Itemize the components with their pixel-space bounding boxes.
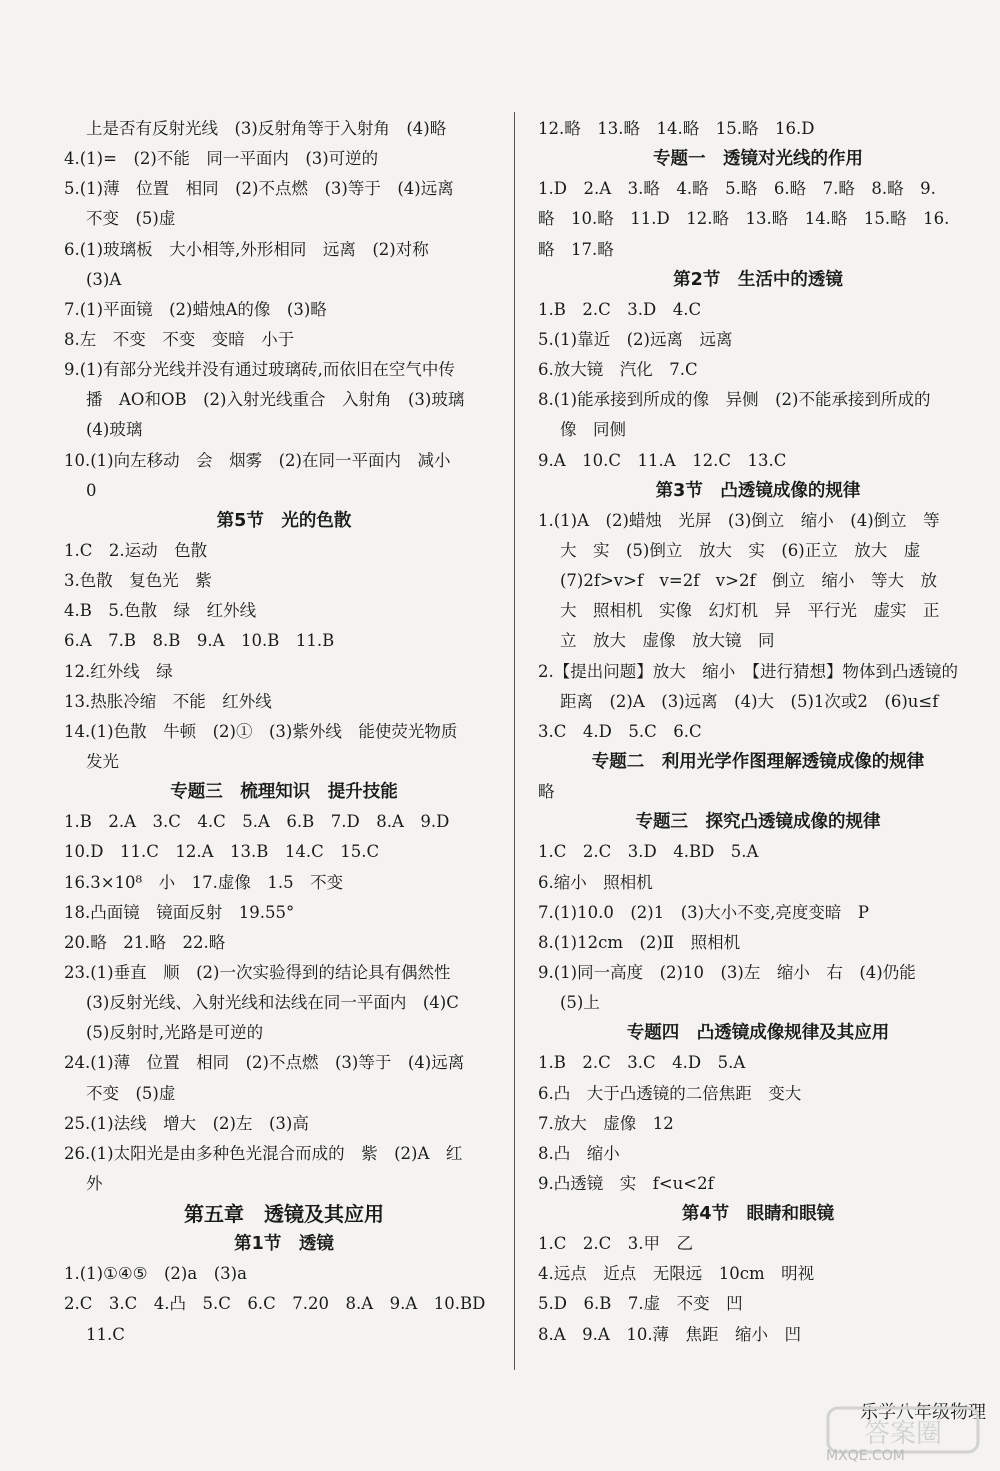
answer-line: 播 AO和OB (2)入射光线重合 入射角 (3)玻璃 (86, 390, 465, 410)
section-heading: 第1节 透镜 (234, 1234, 334, 1255)
answer-line: 略 10.略 11.D 12.略 13.略 14.略 15.略 16. (538, 209, 950, 229)
answer-line: 7.(1)10.0 (2)1 (3)大小不变,亮度变暗 P (538, 902, 869, 922)
section-heading: 专题三 探究凸透镜成像的规律 (635, 812, 881, 833)
answer-line: 2.C 3.C 4.凸 5.C 6.C 7.20 8.A 9.A 10.BD (64, 1294, 486, 1314)
answer-line: 8.A 9.A 10.薄 焦距 缩小 凹 (538, 1324, 802, 1344)
answer-line: (4)玻璃 (86, 420, 143, 440)
answer-line: 10.(1)向左移动 会 烟雾 (2)在同一平面内 减小 (64, 450, 451, 470)
answer-line: 10.D 11.C 12.A 13.B 14.C 15.C (64, 842, 380, 862)
section-heading: 专题三 梳理知识 提升技能 (170, 782, 398, 803)
section-heading: 专题一 透镜对光线的作用 (653, 149, 863, 170)
answer-line: 2.【提出问题】放大 缩小 【进行猜想】物体到凸透镜的 (538, 661, 958, 681)
answer-line: 8.凸 缩小 (538, 1143, 620, 1163)
answer-line: 0 (86, 480, 97, 500)
footer-label: 乐学八年级物理 (860, 1402, 986, 1423)
answer-line: 外 (86, 1173, 103, 1193)
answer-line: 20.略 21.略 22.略 (64, 932, 226, 952)
answer-line: 距离 (2)A (3)远离 (4)大 (5)1次或2 (6)u≤f (560, 691, 939, 711)
answer-line: 6.放大镜 汽化 7.C (538, 360, 698, 380)
answer-line: 12.略 13.略 14.略 15.略 16.D (538, 119, 815, 138)
answer-line: 3.C 4.D 5.C 6.C (538, 721, 702, 741)
section-heading: 第4节 眼睛和眼镜 (681, 1204, 835, 1225)
answer-line: 1.(1)A (2)蜡烛 光屏 (3)倒立 缩小 (4)倒立 等 (538, 510, 940, 530)
answer-line: 12.红外线 绿 (64, 661, 173, 681)
answer-line: 不变 (5)虚 (86, 1083, 176, 1103)
answer-line: (5)上 (560, 993, 600, 1013)
answer-line: 26.(1)太阳光是由多种色光混合而成的 紫 (2)A 红 (64, 1143, 463, 1163)
answer-line: 13.热胀冷缩 不能 红外线 (64, 691, 272, 711)
answer-line: 4.B 5.色散 绿 红外线 (64, 601, 257, 621)
chapter-heading: 第五章 透镜及其应用 (184, 1202, 384, 1227)
answer-line: 1.C 2.C 3.D 4.BD 5.A (538, 842, 759, 862)
answer-line: 像 同侧 (560, 420, 626, 440)
answer-line: 不变 (5)虚 (86, 209, 176, 229)
answer-line: (3)反射光线、入射光线和法线在同一平面内 (4)C (86, 993, 459, 1013)
answer-line: 3.色散 复色光 紫 (64, 571, 212, 591)
answer-line: 1.D 2.A 3.略 4.略 5.略 6.略 7.略 8.略 9. (538, 179, 936, 199)
watermark-logo-label: 答案圈 (863, 1419, 943, 1449)
answer-line: 4.(1)= (2)不能 同一平面内 (3)可逆的 (64, 149, 379, 169)
section-heading: 第5节 光的色散 (216, 510, 352, 531)
answer-line: 9.(1)同一高度 (2)10 (3)左 缩小 右 (4)仍能 (538, 962, 916, 982)
answer-line: 1.C 2.运动 色散 (64, 540, 208, 560)
answer-line: 9.(1)有部分光线并没有通过玻璃砖,而依旧在空气中传 (64, 360, 455, 380)
section-heading: 第2节 生活中的透镜 (673, 269, 843, 290)
answer-line: 9.A 10.C 11.A 12.C 13.C (538, 450, 787, 470)
answer-line: 14.(1)色散 牛顿 (2)① (3)紫外线 能使荧光物质 (64, 721, 458, 741)
answer-line: 6.(1)玻璃板 大小相等,外形相同 远离 (2)对称 (64, 239, 429, 259)
answer-line: 略 17.略 (538, 239, 614, 259)
answer-line: 立 放大 虚像 放大镜 同 (560, 631, 775, 651)
section-heading: 专题四 凸透镜成像规律及其应用 (626, 1023, 890, 1044)
answer-line: 8.(1)能承接到所成的像 异侧 (2)不能承接到所成的 (538, 390, 931, 410)
answer-line: 11.C (86, 1324, 125, 1344)
answer-line: 5.D 6.B 7.虚 不变 凹 (538, 1294, 743, 1314)
answer-line: 7.放大 虚像 12 (538, 1113, 674, 1133)
section-heading: 专题二 利用光学作图理解透镜成像的规律 (591, 751, 925, 772)
watermark-text: MXQE.COM (826, 1448, 905, 1464)
answer-line: 9.凸透镜 实 f<u<2f (538, 1173, 714, 1193)
column-divider (514, 112, 515, 1370)
answer-line: (3)A (86, 269, 122, 289)
answer-line: 4.远点 近点 无限远 10cm 明视 (538, 1264, 815, 1284)
answer-line: 8.左 不变 不变 变暗 小于 (64, 329, 295, 349)
answer-line: 1.(1)①④⑤ (2)a (3)a (64, 1264, 247, 1284)
answer-line: 7.(1)平面镜 (2)蜡烛A的像 (3)略 (64, 299, 327, 319)
answer-line: (5)反射时,光路是可逆的 (86, 1023, 264, 1043)
answer-line: 5.(1)薄 位置 相同 (2)不点燃 (3)等于 (4)远离 (64, 179, 454, 199)
answer-line: (7)2f>v>f v=2f v>2f 倒立 缩小 等大 放 (560, 571, 938, 591)
right-column (538, 114, 978, 1350)
answer-line: 6.缩小 照相机 (538, 872, 653, 892)
answer-line: 23.(1)垂直 顺 (2)一次实验得到的结论具有偶然性 (64, 962, 451, 982)
answer-line: 8.(1)12cm (2)Ⅱ 照相机 (538, 932, 741, 952)
answer-line: 1.C 2.C 3.甲 乙 (538, 1234, 693, 1254)
answer-line: 上是否有反射光线 (3)反射角等于入射角 (4)略 (86, 119, 447, 138)
answer-line: 25.(1)法线 增大 (2)左 (3)高 (64, 1113, 309, 1133)
answer-line: 1.B 2.C 3.D 4.C (538, 299, 702, 319)
left-column (64, 114, 504, 1350)
answer-line: 1.B 2.A 3.C 4.C 5.A 6.B 7.D 8.A 9.D (64, 812, 450, 832)
answer-line: 略 (538, 782, 555, 802)
answer-line: 5.(1)靠近 (2)远离 远离 (538, 329, 733, 349)
answer-line: 24.(1)薄 位置 相同 (2)不点燃 (3)等于 (4)远离 (64, 1053, 465, 1073)
answer-line: 6.凸 大于凸透镜的二倍焦距 变大 (538, 1083, 802, 1103)
section-heading: 第3节 凸透镜成像的规律 (655, 480, 861, 501)
answer-line: 大 照相机 实像 幻灯机 异 平行光 虚实 正 (560, 601, 940, 621)
answer-line: 6.A 7.B 8.B 9.A 10.B 11.B (64, 631, 335, 651)
answer-line: 发光 (86, 751, 119, 771)
answer-line: 1.B 2.C 3.C 4.D 5.A (538, 1053, 746, 1073)
answer-line: 16.3×10⁸ 小 17.虚像 1.5 不变 (64, 872, 344, 892)
answer-line: 大 实 (5)倒立 放大 实 (6)正立 放大 虚 (560, 540, 921, 560)
answer-line: 18.凸面镜 镜面反射 19.55° (64, 902, 295, 922)
